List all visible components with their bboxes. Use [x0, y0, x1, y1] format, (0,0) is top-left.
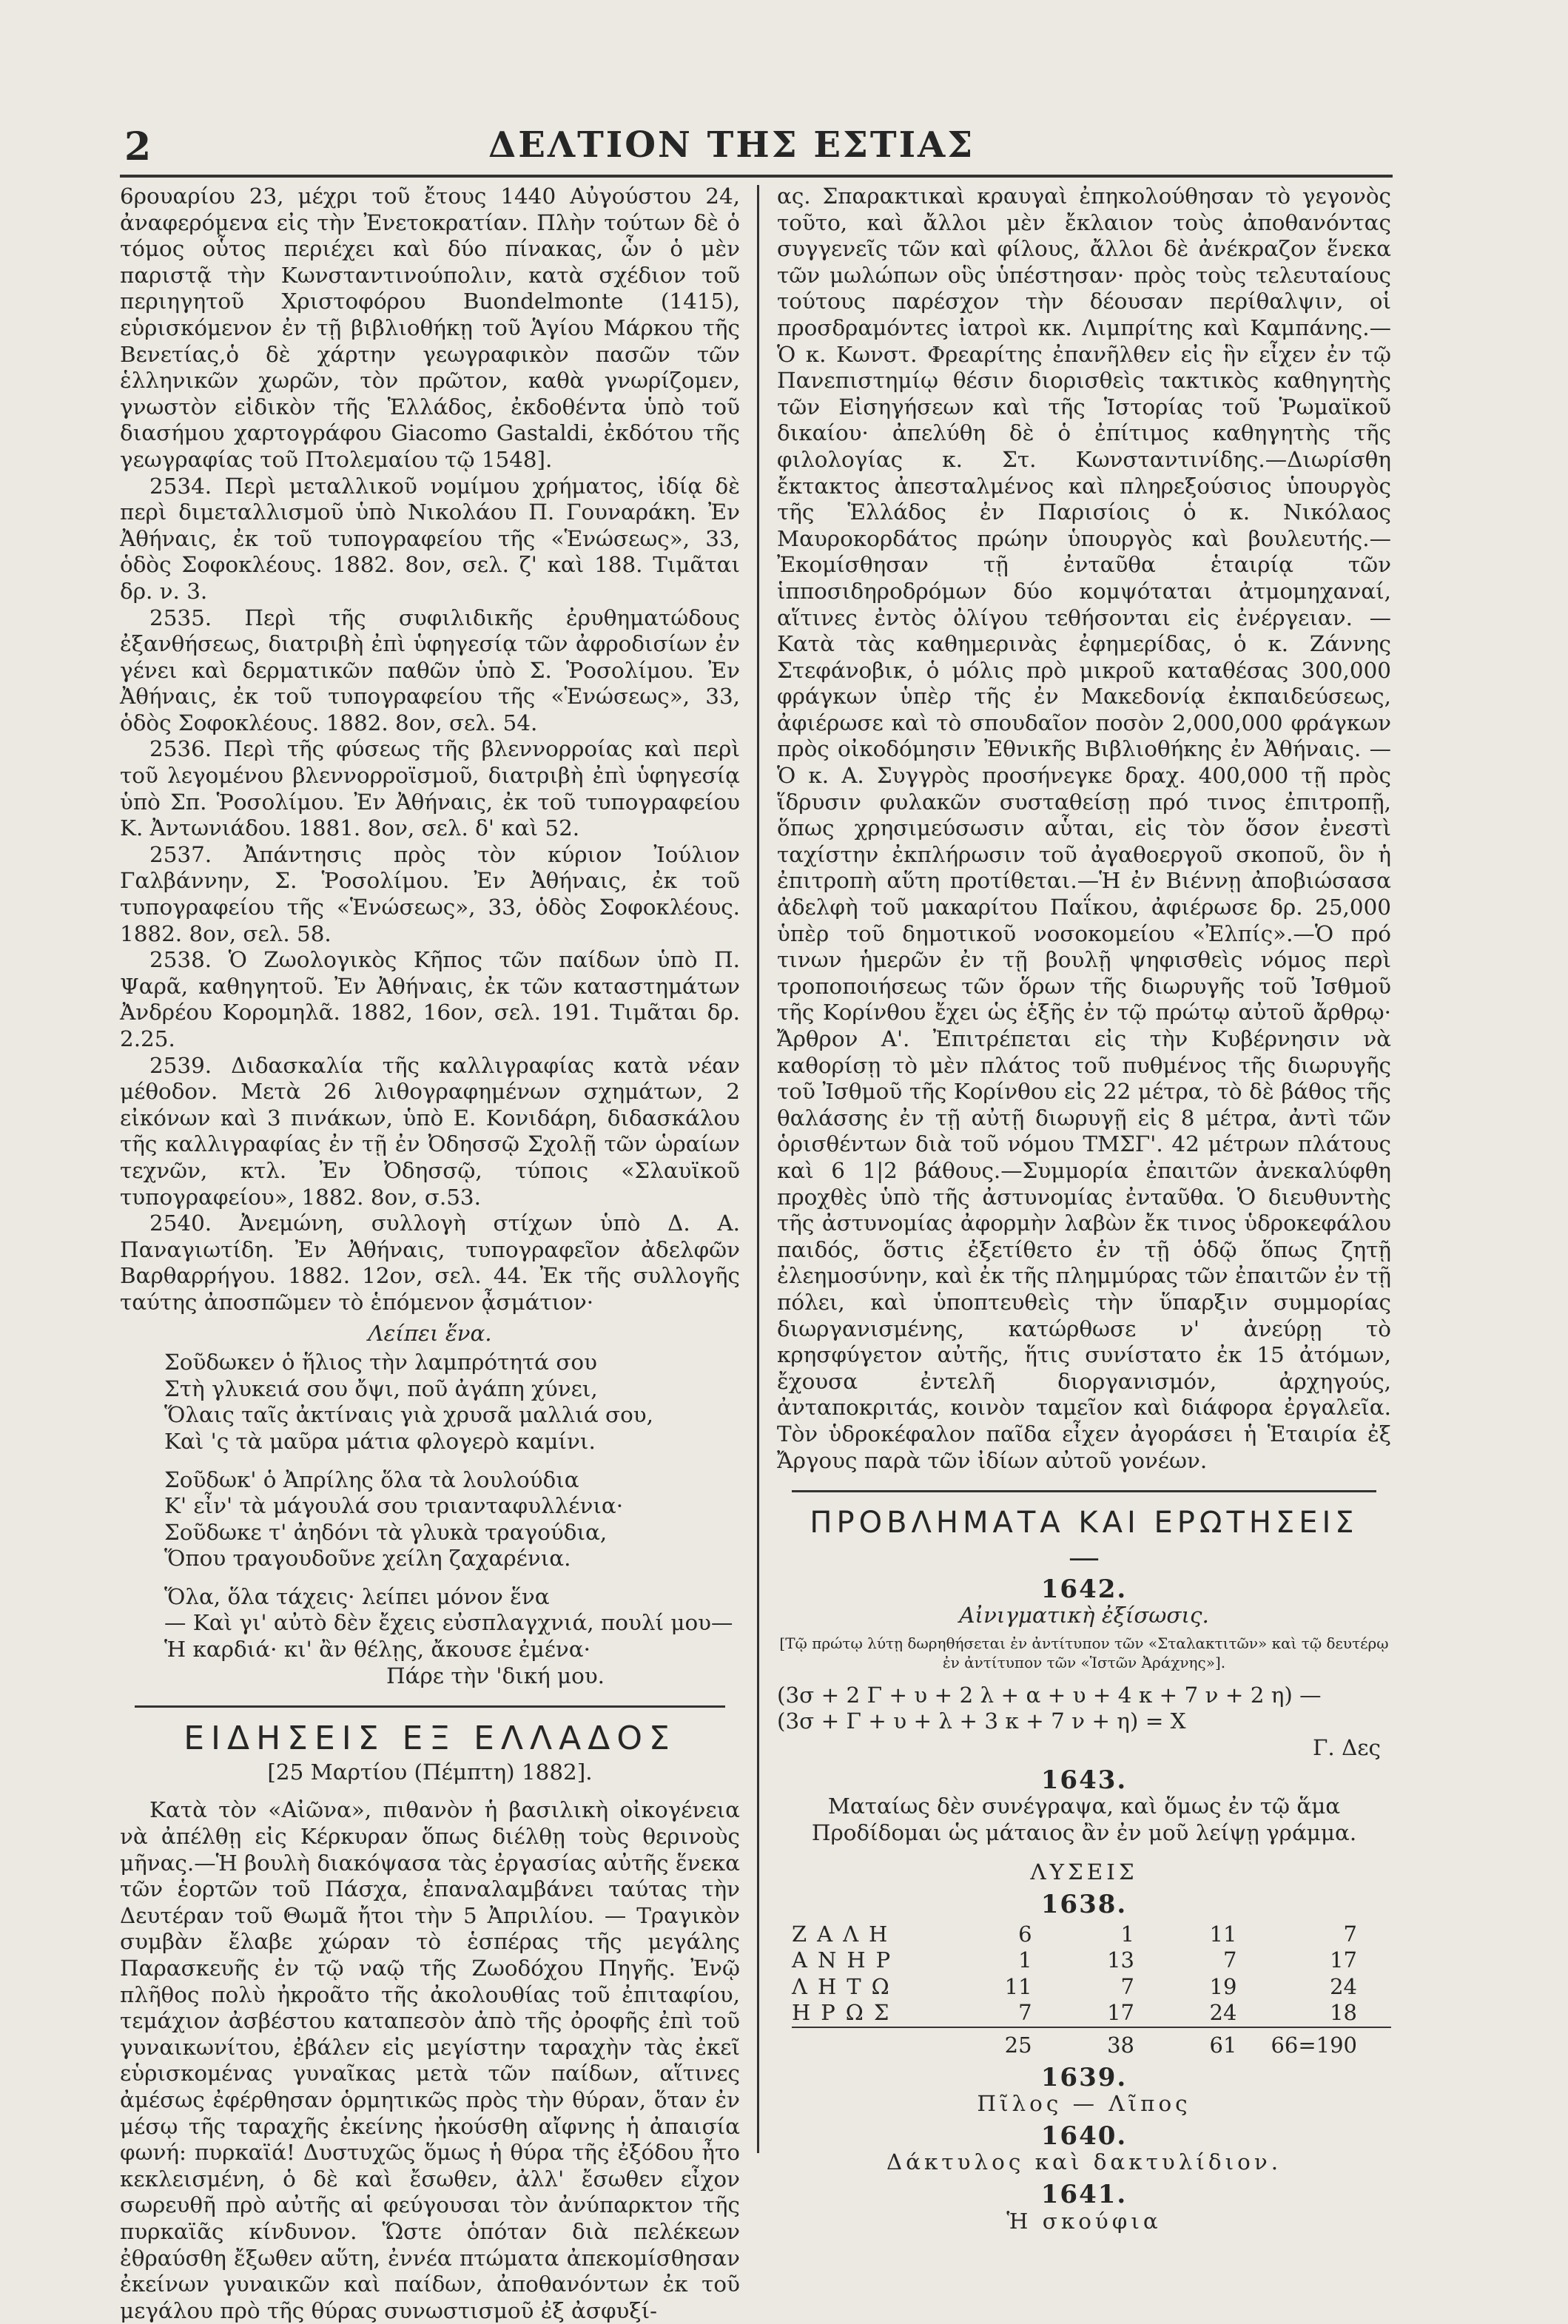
value-cell: 17: [1330, 1947, 1357, 1973]
problem-number-1643: 1643.: [1040, 1765, 1128, 1795]
table-row: [792, 2000, 1391, 2027]
value-cell: 17: [1107, 2000, 1134, 2026]
word-cell: [792, 2027, 963, 2059]
section-separator: [135, 1705, 725, 1708]
right-column: [777, 183, 1391, 2234]
news-continued: ας. Σπαρακτικαὶ κραυγαὶ ἐπηκολούθησαν τὸ γεγονὸς τοῦτο, καὶ ἄλλοι μὲν ἔκλαιον τοὺς ἀποθανόντας συγγενεῖς τῶν καὶ φίλους, ἄλλοι δὲ ἀνέκραζον ἕνεκα τῶν μωλώπων οὓς ὑπέστησαν· πρὸς τοὺς τελευταίους τούτους παρέσχον τὴν δέουσαν περίθαλψιν, οἱ προσδραμόντες ἰατροὶ κκ. Λιμπρίτης καὶ Καμπάνης.—Ὁ κ. Κωνστ. Φρεαρίτης ἐπανῆλθεν εἰς ἣν εἶχεν ἐν τῷ Πανεπιστημίῳ θέσιν διορισθεὶς τακτικὸς καθηγητὴς τῶν Εἰσηγήσεων καὶ τῆς Ἱστορίας τοῦ Ῥωμαϊκοῦ δικαίου· ἀπελύθη δὲ ὁ ἐπίτιμος καθηγητὴς τῆς φιλολογίας κ. Στ. Κωνσταντινίδης.—Διωρίσθη ἔκτακτος ἀπεσταλμένος καὶ πληρεξούσιος ὑπουργὸς τῆς Ἑλλάδος ἐν Παρισίοις ὁ κ. Νικόλαος Μαυροκορδάτος πρώην ὑπουργὸς καὶ βουλευτής.— Ἐκομίσθησαν τῇ ἐνταῦθα ἑταιρίᾳ τῶν ἱπποσιδηροδρόμων δύο κομψόταται ἀτμομηχαναί, αἵτινες ἐντὸς ὀλίγου τεθήσονται εἰς ἐνέργειαν. — Κατὰ τὰς καθημερινὰς ἐφημερίδας, ὁ κ. Ζάννης Στεφάνοβικ, ὁ μόλις πρὸ μικροῦ καταθέσας 300,000 φράγκων ὑπὲρ τῆς ἐν Μακεδονίᾳ ἐκπαιδεύσεως, ἀφιέρωσε καὶ τὸ σπουδαῖον ποσὸν 2,000,000 φράγκων πρὸς οἰκοδόμησιν Ἐθνικῆς Βιβλιοθήκης ἐν Ἀθήναις. — Ὁ κ. Α. Συγγρὸς προσήνεγκε δραχ. 400,000 τῇ πρὸς ἵδρυσιν φυλακῶν συσταθείσῃ πρό τινος ἐπιτροπῇ, ὅπως χρησιμεύσωσιν αὗται, εἰς τὸν ὅσον ἐνεστὶ ταχίστην ἐκπλήρωσιν τοῦ ἀγαθοεργοῦ σκοποῦ, ὃν ἡ ἐπιτροπὴ αὕτη προτίθεται.—Ἡ ἐν Βιέννῃ ἀποβιώσασα ἀδελφὴ τοῦ μακαρίτου Παΐκου, ἀφιέρωσε δρ. 25,000 ὑπὲρ τοῦ δημοτικοῦ νοσοκομείου «Ἐλπίς».—Ὁ πρό τινων ἡμερῶν ἐν τῇ βουλῇ ψηφισθεὶς νόμος περὶ τροποποιήσεως τῶν ὅρων τῆς διωρυγῆς τοῦ Ἰσθμοῦ τῆς Κορίνθου ἔχει ὡς ἑξῆς ἐν τῷ πρώτῳ αὐτοῦ ἄρθρῳ· Ἄρθρον Α'. Ἐπιτρέπεται εἰς τὴν Κυβέρνησιν νὰ καθορίσῃ τὸ μὲν πλάτος τοῦ πυθμένος τῆς διωρυγῆς τοῦ Ἰσθμοῦ τῆς Κορίνθου εἰς 22 μέτρα, τὸ δὲ βάθος τῆς θαλάσσης ἐν τῇ αὐτῇ διωρυγῇ εἰς 8 μέτρα, ἀντὶ τῶν ὁρισθέντων διὰ τοῦ νόμου ΤΜΣΓ'. 42 μέτρων πλάτους καὶ 6 1|2 βάθους.—Συμμορία ἐπαιτῶν ἀνεκαλύφθη προχθὲς ὑπὸ τῆς ἀστυνομίας ἐνταῦθα. Ὁ διευθυντὴς τῆς ἀστυνομίας ἀφορμὴν λαβὼν ἔκ τινος ὑδροκεφάλου παιδός, ὅστις ἐξετίθετο ἐν τῇ ὁδῷ ὅπως ζητῇ ἐλεημοσύνην, καὶ ἐκ τῆς πλημμύρας τῶν ἐπαιτῶν ἐν τῇ πόλει, καὶ ὑποπτευθεὶς τὴν ὕπαρξιν συμμορίας διωργανισμένης, κατώρθωσε ν' ἀνεύρῃ τὸ κρησφύγετον αὐτῆς, ἥτις συνίστατο ἐκ 15 ἀτόμων, ἔχουσα ἐντελῆ διοργανισμόν, ἀρχηγούς, ἀνταποκριτάς, κοινὸν ταμεῖον καὶ διάφορα ἐργαλεῖα. Τὸν ὑδροκέφαλον παῖδα εἶχεν ἀγοράσει ἡ Ἑταιρία ἐξ Ἄργους παρὰ τῶν ἰδίων αὐτοῦ γονέων.: [777, 183, 1391, 1473]
poem-line: Πάρε τὴν 'δική μου.: [386, 1663, 605, 1688]
poem-stanza-1: [164, 1350, 740, 1455]
masthead-title: ΔΕΛΤΙΟΝ ΤΗΣ ΕΣΤΙΑΣ: [488, 124, 975, 166]
value-cell: 11: [1004, 1973, 1032, 1999]
poem-line: Ὅλα, ὅλα τάχεις· λείπει μόνον ἕνα: [164, 1583, 550, 1609]
value-cell: 11: [1209, 1921, 1237, 1947]
problem-subtitle: Αἰνιγματικὴ ἐξίσωσις.: [959, 1603, 1209, 1629]
total-cell: 61: [1168, 2027, 1271, 2059]
news-text: Κατὰ τὸν «Αἰῶνα», πιθανὸν ἡ βασιλικὴ οἰκογένεια νὰ ἀπέλθῃ εἰς Κέρκυραν ὅπως διέλθῃ τοὺς θερινοὺς μῆνας.—Ἡ βουλὴ διακόψασα τὰς ἐργασίας αὐτῆς ἕνεκα τῶν ἑορτῶν τοῦ Πάσχα, ἐπαναλαμβάνει ταύτας τὴν Δευτέραν τοῦ Θωμᾶ ἤτοι τὴν 5 Ἀπριλίου. — Τραγικὸν συμβὰν ἔλαβε χώραν τὸ ἑσπέρας τῆς μεγάλης Παρασκευῆς ἐν τῷ ναῷ τῆς Ζωοδόχου Πηγῆς. Ἐνῷ πλῆθος πολὺ ἠκροᾶτο τῆς ἀκολουθίας τοῦ ἐπιταφίου, τεμάχιον ἀσβέστου καταπεσὸν ἀπὸ τῆς ὀροφῆς ἐπὶ τοῦ γυναικωνίτου, ἐβάλεν εἰς μεγίστην ταραχὴν τὰς ἐκεῖ εὑρισκομένας γυναῖκας μετὰ τῶν παίδων, αἵτινες ἀμέσως ἐφέρθησαν ὁρμητικῶς πρὸς τὴν θύραν, ὅταν ἐν μέσῳ τῆς ταραχῆς ἐκείνης ἠκούσθη αἴφνης ἡ ἀπαισία φωνή: πυρκαϊά! Δυστυχῶς ὅμως ἡ θύρα τῆς ἐξόδου ἦτο κεκλεισμένη, ὁ δὲ καὶ ἔσωθεν, ἀλλ' ἔσωθεν εἶχον σωρευθῆ πρὸ αὐτῆς αἱ φεύγουσαι τὸν ἀνύπαρκτον τῆς πυρκαϊᾶς κίνδυνον. Ὥστε ὁπόταν διὰ πελέκεων ἐθραύσθη ἔξωθεν αὕτη, ἐννέα πτώματα ἀπεκομίσθησαν ἐκείνων γυναικῶν καὶ παίδων, ἀποθανόντων ἐκ τοῦ μεγάλου πρὸ τῆς θύρας συνωστισμοῦ ἐξ ἀσφυξί-: [120, 1797, 740, 2323]
value-cell: 24: [1330, 1973, 1357, 1999]
value-cell: 19: [1209, 1973, 1237, 1999]
poem-stanza-2: [164, 1467, 740, 1572]
solution-answer-1640: Δάκτυλος καὶ δακτυλίδιον.: [886, 2149, 1282, 2175]
problems-section-title: ΠΡΟΒΛΗΜΑΤΑ ΚΑΙ ΕΡΩΤΗΣΕΙΣ: [810, 1506, 1359, 1540]
poem-line: Ὅπου τραγουδοῦνε χείλη ζαχαρένια.: [164, 1546, 571, 1572]
poem-line: Σοῦδωκεν ὁ ἥλιος τὴν λαμπρότητά σου: [164, 1350, 597, 1375]
value-cell: 13: [1107, 1947, 1134, 1973]
value-cell: 7: [1018, 2000, 1032, 2026]
poem-line: Σοῦδωκ' ὁ Ἀπρίλης ὅλα τὰ λουλούδια: [164, 1466, 579, 1492]
word-cell: ΖΑΛΗ: [792, 1921, 898, 1947]
solution-answer-1641: Ἡ σκούφια: [1006, 2208, 1162, 2234]
solution-number-1641: 1641.: [1040, 2179, 1128, 2209]
table-row: [792, 1947, 1391, 1974]
table-row: [792, 1974, 1391, 2001]
table-row: [792, 1921, 1391, 1948]
solution-number-1638: 1638.: [1040, 1890, 1128, 1920]
value-cell: 18: [1330, 2000, 1357, 2026]
riddle-line-2: Προδίδομαι ὡς μάταιος ἂν ἐν μοῦ λείψῃ γράμμα.: [811, 1819, 1357, 1845]
total-cell: 25: [963, 2027, 1066, 2059]
value-cell: 6: [1018, 1921, 1032, 1947]
left-column: [120, 183, 740, 2324]
poem-line: Ὅλαις ταῖς ἀκτίναις γιὰ χρυσᾶ μαλλιά σου,: [164, 1402, 653, 1428]
bibliography-entry-2536: 2536. Περὶ τῆς φύσεως τῆς βλεννορροίας καὶ περὶ τοῦ λεγομένου βλεννορροϊσμοῦ, διατριβὴ ἐπὶ ὑφηγεσίᾳ ὑπὸ Σπ. Ῥοσολίμου. Ἐν Ἀθήναις, ἐκ τοῦ τυπογραφείου Κ. Ἀντωνιάδου. 1881. 8ον, σελ. δ' καὶ 52.: [120, 736, 740, 841]
total-cell: 38: [1066, 2027, 1168, 2059]
bibliography-entry-2537: 2537. Ἀπάντησις πρὸς τὸν κύριον Ἰούλιον Γαλβάννην, Σ. Ῥοσολίμου. Ἐν Ἀθήναις, ἐκ τοῦ τυπογραφείου τῆς «Ἑνώσεως», 33, ὁδὸς Σοφοκλέους. 1882. 8ον, σελ. 58.: [120, 841, 740, 946]
bibliography-entry-2538: 2538. Ὁ Ζωολογικὸς Κῆπος τῶν παίδων ὑπὸ Π. Ψαρᾶ, καθηγητοῦ. Ἐν Ἀθήναις, ἐκ τῶν καταστημάτων Ἀνδρέου Κορομηλᾶ. 1882, 16ον, σελ. 191. Τιμᾶται δρ. 2.25.: [120, 947, 740, 1051]
bibliography-entry-2539: 2539. Διδασκαλία τῆς καλλιγραφίας κατὰ νέαν μέθοδον. Μετὰ 26 λιθογραφημένων σχημάτων, 2 εἰκόνων καὶ 3 πινάκων, ὑπὸ Ε. Κονιδάρη, διδασκάλου τῆς καλλιγραφίας ἐν τῇ ἐν Ὀδησσῷ Σχολῇ τῶν ὡραίων τεχνῶν, κτλ. Ἐν Ὀδησσῷ, τύποις «Σλαυϊκοῦ τυπογραφείου», 1882. 8ον, σ.53.: [120, 1052, 740, 1210]
word-cell: ΗΡΩΣ: [792, 2000, 900, 2026]
totals-row: [792, 2027, 1391, 2059]
poem-heading: Λείπει ἕνα.: [368, 1320, 492, 1346]
value-cell: 7: [1343, 1921, 1357, 1947]
news-section-title: ΕΙΔΗΣΕΙΣ ΕΞ ΕΛΛΑΔΟΣ: [184, 1720, 676, 1758]
value-cell: 1: [1120, 1921, 1134, 1947]
poem-line: Κ' εἶν' τὰ μάγουλά σου τριανταφυλλένια·: [164, 1493, 624, 1519]
bibliography-entry-2540: 2540. Ἀνεμώνη, συλλογὴ στίχων ὑπὸ Δ. Α. Παναγιωτίδη. Ἐν Ἀθήναις, τυπογραφεῖον ἀδελφῶν Βαρθαρρήγου. 1882. 12ον, σελ. 44. Ἐκ τῆς συλλογῆς ταύτης ἀποσπῶμεν τὸ ἑπόμενον ᾆσμάτιον·: [120, 1210, 740, 1315]
riddle-line-1: Ματαίως δὲν συνέγραψα, καὶ ὅμως ἐν τῷ ἅμα: [827, 1793, 1341, 1819]
bibliography-entry-2534: 2534. Περὶ μεταλλικοῦ νομίμου χρήματος, ἰδίᾳ δὲ περὶ διμεταλλισμοῦ ὑπὸ Νικολάου Π. Γουναράκη. Ἐν Ἀθήναις, ἐκ τοῦ τυπογραφείου τῆς «Ἑνώσεως», 33, ὁδὸς Σοφοκλέους. 1882. 8ον, σελ. ζ' καὶ 188. Τιμᾶται δρ. ν. 3.: [120, 473, 740, 604]
bibliography-entry-2535: 2535. Περὶ τῆς συφιλιδικῆς ἐρυθηματώδους ἐξανθήσεως, διατριβὴ ἐπὶ ὑφηγεσίᾳ τῶν ἀφροδισίων ἐν γένει καὶ δερματικῶν παθῶν ὑπὸ Σ. Ῥοσολίμου. Ἐν Ἀθήναις, ἐκ τοῦ τυπογραφείου τῆς «Ἑνώσεως», 33, ὁδὸς Σοφοκλέους. 1882. 8ον, σελ. 54.: [120, 604, 740, 735]
solution-number-1640: 1640.: [1040, 2121, 1128, 2151]
solution-table-1638: [792, 1921, 1391, 2059]
poem-line: — Καὶ γι' αὐτὸ δὲν ἔχεις εὐσπλαγχνιά, πουλί μου—: [164, 1610, 733, 1636]
word-cell: ΑΝΗΡ: [792, 1947, 901, 1973]
header-rule: [120, 175, 1393, 178]
value-cell: 1: [1018, 1947, 1032, 1973]
poem-line: Σοῦδωκε τ' ἀηδόνι τὰ γλυκὰ τραγούδια,: [164, 1519, 608, 1545]
page-number: 2: [124, 124, 152, 169]
problem-prize-note: [Τῷ πρώτῳ λύτῃ δωρηθήσεται ἐν ἀντίτυπον τῶν «Σταλακτιτῶν» καὶ τῷ δευτέρῳ ἐν ἀντίτυπον τῶν «Ἱστῶν Ἀράχνης»].: [779, 1634, 1389, 1671]
value-cell: 24: [1209, 2000, 1237, 2026]
solutions-title: ΛΥΣΕΙΣ: [1030, 1859, 1138, 1885]
equation-line-2: (3σ + Γ + υ + λ + 3 κ + 7 ν + η) = Χ: [777, 1708, 1186, 1734]
problem-number-1642: 1642.: [1040, 1574, 1128, 1604]
value-cell: 7: [1120, 1973, 1134, 1999]
poem-line: Ἡ καρδιά· κι' ἂν θέλῃς, ἄκουσε ἐμένα·: [164, 1637, 590, 1663]
poem-refrain: [164, 1584, 740, 1689]
solution-answer-1639: Πῖλος — Λῖπος: [977, 2091, 1191, 2117]
intro-paragraph: 6ρουαρίου 23, μέχρι τοῦ ἔτους 1440 Αὐγούστου 24, ἀναφερόμενα εἰς τὴν Ἐνετοκρατίαν. Πλὴν τούτων δὲ ὁ τόμος οὗτος περιέχει καὶ δύο πίνακας, ὧν ὁ μὲν παριστᾷ τὴν Κωνσταντινούπολιν, κατὰ σχέδιον τοῦ περιηγητοῦ Χριστοφόρου Buondelmonte (1415), εὑρισκόμενον ἐν τῇ βιβλιοθήκῃ τοῦ Ἁγίου Μάρκου τῆς Βενετίας,ὁ δὲ χάρτην γεωγραφικὸν πασῶν τῶν ἑλληνικῶν χωρῶν, τὸν πρῶτον, καθὰ γνωρίζομεν, γνωστὸν εἰδικὸν τῆς Ἑλλάδος, ἐκδοθέντα ὑπὸ τοῦ διασήμου χαρτογράφου Giacomo Gastaldi, ἐκδότου τῆς γεωγραφίας τοῦ Πτολεμαίου τῷ 1548].: [120, 183, 740, 472]
column-divider: [757, 185, 759, 2153]
word-cell: ΛΗΤΩ: [792, 1973, 900, 1999]
poem-line: Καὶ 'ς τὰ μαῦρα μάτια φλογερὸ καμίνι.: [164, 1428, 596, 1454]
section-separator: [792, 1490, 1376, 1492]
total-cell: 66=190: [1271, 2027, 1391, 2059]
problem-signature: Γ. Δες: [1313, 1735, 1381, 1761]
value-cell: 7: [1222, 1947, 1237, 1973]
solution-number-1639: 1639.: [1040, 2062, 1128, 2092]
equation-line-1: (3σ + 2 Γ + υ + 2 λ + α + υ + 4 κ + 7 ν + 2 η) —: [777, 1682, 1322, 1708]
section-dash: —: [1069, 1538, 1100, 1575]
news-date: [25 Μαρτίου (Πέμπτη) 1882].: [267, 1759, 593, 1785]
poem-line: Στὴ γλυκειά σου ὄψι, ποῦ ἀγάπη χύνει,: [164, 1375, 598, 1401]
